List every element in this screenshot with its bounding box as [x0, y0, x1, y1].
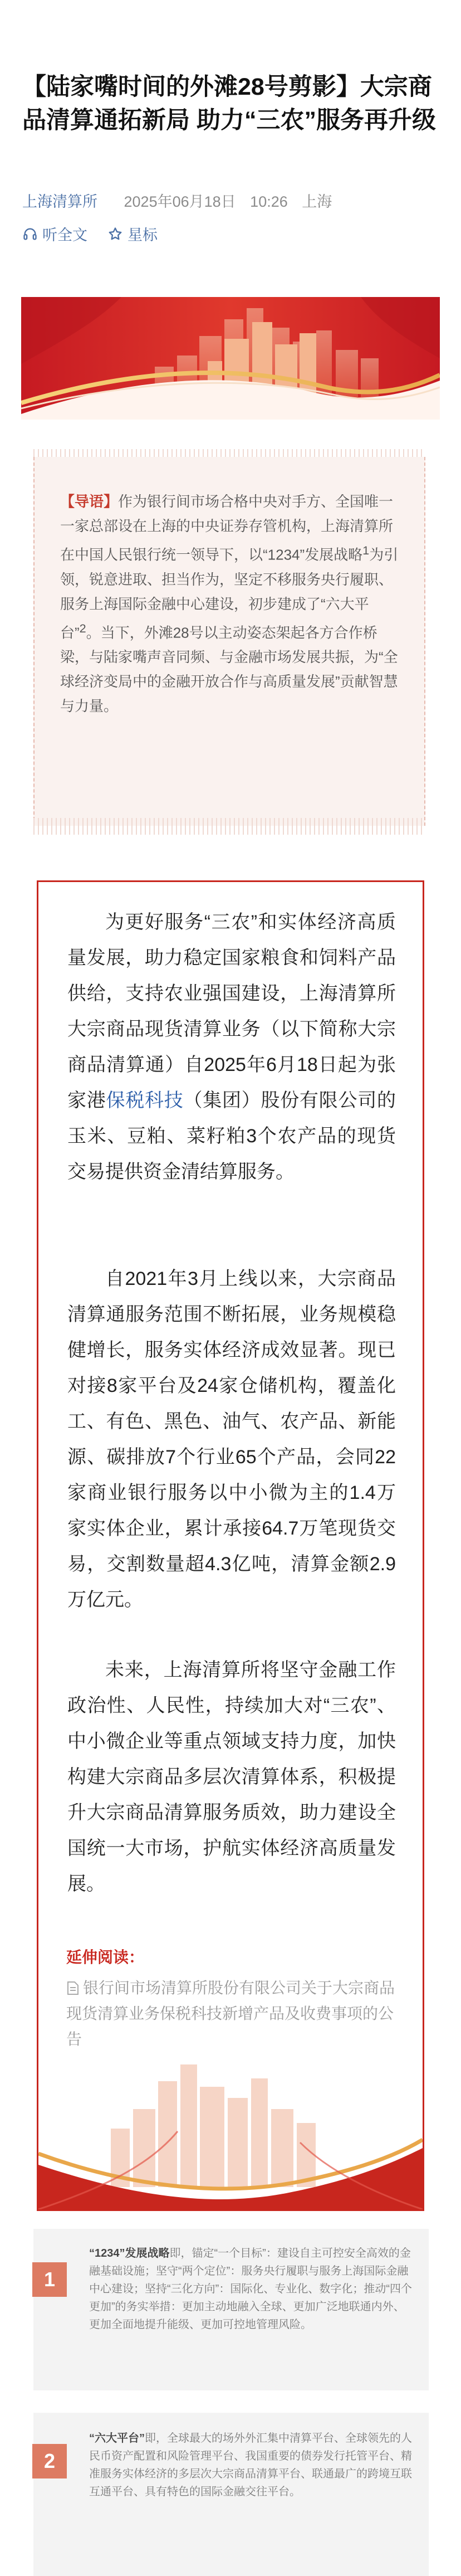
skyline-footer-illustration [38, 2025, 423, 2209]
footnote-1-number: 1 [32, 2262, 67, 2297]
article-meta [22, 189, 332, 211]
article-title: 【陆家嘴时间的外滩28号剪影】大宗商品清算通拓新局 助力“三农”服务再升级 [22, 74, 436, 134]
footnote-1-text [89, 2244, 412, 2334]
intro-text [60, 489, 400, 718]
publish-location: 上海 [302, 193, 332, 210]
stock-link[interactable]: 保税科技 [106, 1090, 184, 1111]
intro-bottom-border [33, 818, 423, 835]
footnote-2-term: “六大平台” [89, 2432, 145, 2444]
headphones-icon [22, 226, 38, 242]
listen-label: 听全文 [42, 227, 87, 244]
source-link[interactable]: 上海清算所 [22, 193, 97, 210]
star-icon [107, 226, 123, 242]
document-icon [66, 1981, 80, 1995]
footnote-2 [33, 2413, 429, 2576]
footnote-ref-1[interactable]: 1 [362, 543, 370, 557]
body-p1-text-a: 为更好服务“三农”和实体经济高质量发展，助力稳定国家粮食和饲料产品供给，支持农业强国建设，上海清算所大宗商品现货清算业务（以下简称大宗商品清算通）自2025年6月18日起为张家港 [67, 912, 396, 1111]
publish-date: 2025年06月18日 [124, 193, 236, 210]
extended-reading-link-text: 银行间市场清算所股份有限公司关于大宗商品现货清算业务保税科技新增产品及收费事项的公告 [66, 1979, 395, 2048]
footnote-1-body: 即，锚定“一个目标”：建设自主可控安全高效的金融基础设施；坚守“两个定位”：服务央行履职与服务上海国际金融中心建设；坚持“三化方向”：国际化、专业化、数字化；推动“四个更加”的务实举措：更加主动地融入全球、更加广泛地联通内外、更加全面地提升能级、更加可控地管理风险。 [89, 2247, 412, 2331]
header-banner-image [21, 297, 440, 420]
city-skyline-illustration [21, 297, 440, 420]
publish-time: 10:26 [250, 193, 288, 210]
footnote-1-term: “1234”发展战略 [89, 2247, 170, 2260]
intro-box [33, 457, 425, 826]
body-p1-text-b: （集团）股份有限公司的玉米、豆粕、菜籽粕3个农产品的现货交易提供资金清结算服务。 [67, 1090, 396, 1182]
article-actions [22, 223, 158, 245]
star-button[interactable] [107, 223, 158, 245]
footnote-2-body: 即，全球最大的场外外汇集中清算平台、全球领先的人民币资产配置和风险管理平台、我国重要的债券发行托管平台、精准服务实体经济的多层次大宗商品清算平台、联通最广的跨境互联互通平台、具有特色的国际金融交往平台。 [89, 2432, 412, 2498]
intro-lead: 【导语】 [60, 493, 119, 510]
body-paragraph-3: 未来，上海清算所将坚守金融工作政治性、人民性，持续加大对“三农”、中小微企业等重点领域支持力度，加快构建大宗商品多层次清算体系，积极提升大宗商品清算服务质效，助力建设全国统一大市场，护航实体经济高质量发展。 [67, 1659, 396, 1895]
star-label: 星标 [127, 227, 158, 244]
footnote-2-number: 2 [32, 2444, 67, 2478]
extended-reading-title: 延伸阅读： [66, 1949, 145, 1966]
body-bottom-illustration [38, 2025, 423, 2209]
intro-text-b: 为引领，锐意进取、担当作为，坚定不移服务央行履职、服务上海国际金融中心建设，初步建成了“六大平台” [60, 546, 399, 641]
body-paragraph-2: 自2021年3月上线以来，大宗商品清算通服务范围不断拓展，业务规模稳健增长，服务实体经济成效显著。现已对接8家平台及24家仓储机构，覆盖化工、有色、黑色、油气、农产品、新能源、碳排放7个行业65个产品，会同22家商业银行服务以中小微为主的1.4万家实体企业，累计承接64.7万笔现货交易，交割数量超4.3亿吨，清算金额2.9万亿元。 [67, 1268, 396, 1610]
intro-text-c: 。当下，外滩28号以主动姿态架起各方合作桥梁，与陆家嘴声音同频、与金融市场发展共振，为“全球经济变局中的金融开放合作与高质量发展”贡献智慧与力量。 [60, 624, 398, 715]
intro-text-a: 作为银行间市场合格中央对手方、全国唯一一家总部设在上海的中央证券存管机构，上海清算所在中国人民银行统一领导下，以“1234”发展战略 [60, 493, 394, 563]
footnote-2-text [89, 2429, 412, 2501]
article-body-frame [37, 880, 424, 2211]
footnote-1 [33, 2229, 429, 2390]
body-paragraph-1 [67, 904, 396, 1190]
listen-button[interactable] [22, 223, 87, 245]
footnote-ref-2[interactable]: 2 [79, 621, 86, 635]
